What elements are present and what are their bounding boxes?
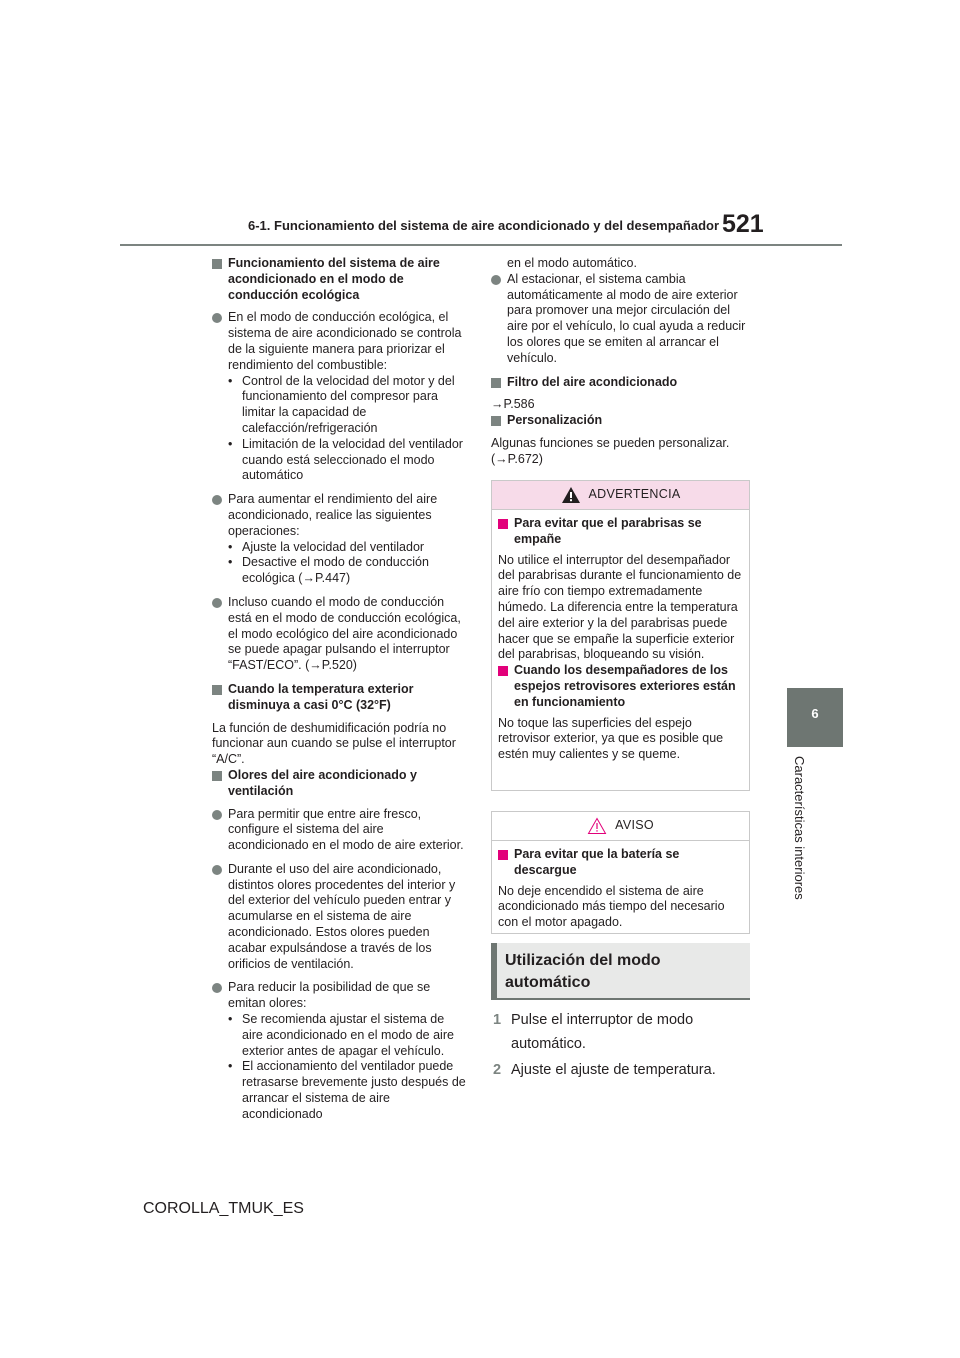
chapter-label-wrap bbox=[792, 756, 814, 916]
bullet-text: Para reducir la posibilidad de que se emitan olores: bbox=[228, 980, 431, 1011]
sub-item: El accionamiento del ventilador puede retrasarse brevemente justo después de arrancar el sistema de aire acondicionado bbox=[242, 1059, 466, 1121]
section-heading: Cuando la temperatura exterior disminuya a casi 0°C (32°F) bbox=[228, 681, 414, 712]
list-item: En el modo de conducción ecológica, el sistema de aire acondicionado se controla de la siguiente manera para priorizar el rendimiento del combustible: • Control de la velocidad del motor y del funcionamiento del compresor para limitar la capacidad de calefacción/refrigeración • Limitación de la velocidad del ventilador cuando está seleccionado el modo automático bbox=[212, 310, 466, 484]
sub-item-link[interactable]: Desactive el modo de conducción ecológica (→P.447) bbox=[242, 555, 429, 586]
list-item bbox=[212, 862, 466, 973]
bullet-text: Al estacionar, el sistema cambia automáticamente al modo de aire exterior para promover una mejor circulación del aire por el vehículo, lo cual ayuda a reducir los olores que se emiten al arrancar el vehículo. bbox=[507, 271, 746, 365]
paragraph: Algunas funciones se pueden personalizar. (→P.672) bbox=[491, 435, 730, 466]
continued-text: en el modo automático. bbox=[507, 256, 637, 270]
step-number: 1 bbox=[493, 1012, 502, 1028]
square-bullet-icon bbox=[212, 771, 222, 781]
bullet-text: Para permitir que entre aire fresco, configure el sistema del aire acondicionado en el modo de aire exterior. bbox=[228, 806, 464, 853]
square-bullet-icon bbox=[491, 378, 501, 388]
circle-bullet-icon bbox=[212, 598, 222, 608]
chapter-number: 6 bbox=[811, 706, 819, 721]
list-item bbox=[491, 272, 750, 367]
section-heading: Filtro del aire acondicionado bbox=[507, 374, 678, 389]
caution-triangle-icon bbox=[587, 817, 607, 835]
square-bullet-icon bbox=[212, 259, 222, 269]
step-text: Pulse el interruptor de modo automático. bbox=[511, 1012, 694, 1052]
warning-item-heading: Para evitar que el parabrisas se empañe bbox=[514, 516, 702, 546]
warning-triangle-icon bbox=[561, 486, 581, 504]
chapter-label: Características interiores bbox=[792, 756, 807, 900]
step-number: 2 bbox=[493, 1062, 502, 1078]
bullet-text: Durante el uso del aire acondicionado, distintos olores procedentes del interior y del exterior del vehículo pueden entrar y acumularse en el sistema de aire acondicionado. Estos olores pueden acabar expulsándose a través de los orificios de ventilación. bbox=[228, 861, 456, 971]
list-item bbox=[212, 807, 466, 854]
sub-item: Ajuste la velocidad del ventilador bbox=[242, 539, 425, 554]
left-column bbox=[212, 256, 466, 1131]
warning-item bbox=[498, 663, 743, 710]
circle-bullet-icon bbox=[491, 275, 501, 285]
auto-mode-heading: Utilización del modo automático bbox=[505, 952, 661, 991]
step-text: Ajuste el ajuste de temperatura. bbox=[511, 1062, 716, 1078]
document-code: COROLLA_TMUK_ES bbox=[143, 1200, 304, 1217]
circle-bullet-icon bbox=[212, 313, 222, 323]
square-bullet-icon bbox=[491, 416, 501, 426]
warning-item-heading: Cuando los desempañadores de los espejos retrovisores exteriores están en funcionamiento bbox=[514, 663, 736, 709]
warning-item bbox=[498, 516, 743, 548]
section-low-temp bbox=[212, 682, 466, 714]
bullet-text: Incluso cuando el modo de conducción está en el modo de conducción ecológica, el modo ecológico del aire acondicionado se puede apagar pulsando el interruptor “FAST/ECO”. (→P.520) bbox=[228, 594, 461, 673]
notice-item-heading: Para evitar que la batería se descargue bbox=[514, 847, 680, 877]
paragraph: La función de deshumidificación podría no funcionar aun cuando se pulse el interruptor “A/C”. bbox=[212, 720, 456, 767]
section-filter bbox=[491, 375, 750, 391]
warning-title: ADVERTENCIA bbox=[588, 487, 681, 502]
circle-bullet-icon bbox=[212, 495, 222, 505]
bullet-text: En el modo de conducción ecológica, el sistema de aire acondicionado se controla de la siguiente manera para priorizar el rendimiento del combustible: bbox=[228, 310, 462, 372]
warning-box bbox=[491, 480, 750, 791]
section-odors bbox=[212, 768, 466, 800]
section-heading: Olores del aire acondicionado y ventilación bbox=[228, 767, 417, 798]
square-bullet-icon bbox=[498, 666, 508, 676]
circle-bullet-icon bbox=[212, 865, 222, 875]
notice-header bbox=[492, 812, 749, 841]
section-heading: Personalización bbox=[507, 413, 603, 428]
section-title: 6-1. Funcionamiento del sistema de aire acondicionado y del desempañador bbox=[248, 218, 720, 233]
chapter-tab bbox=[787, 688, 843, 747]
sub-item: Limitación de la velocidad del ventilador cuando está seleccionado el modo automático bbox=[242, 436, 463, 483]
notice-item bbox=[498, 847, 743, 879]
sub-item: Control de la velocidad del motor y del funcionamiento del compresor para limitar la capacidad de calefacción/refrigeración bbox=[242, 373, 455, 435]
page-number: 521 bbox=[722, 210, 764, 238]
page-reference-link[interactable]: →P.586 bbox=[491, 397, 535, 412]
circle-bullet-icon bbox=[212, 983, 222, 993]
notice-box bbox=[491, 811, 750, 934]
square-bullet-icon bbox=[498, 850, 508, 860]
step-list bbox=[493, 1008, 751, 1084]
square-bullet-icon bbox=[498, 519, 508, 529]
notice-title: AVISO bbox=[615, 818, 654, 833]
section-heading: Funcionamiento del sistema de aire acondicionado en el modo de conducción ecológica bbox=[228, 256, 440, 302]
list-item bbox=[212, 595, 466, 674]
section-customization bbox=[491, 413, 750, 429]
sub-item: Se recomienda ajustar el sistema de aire acondicionado en el modo de aire exterior antes de apagar el vehículo. bbox=[242, 1012, 454, 1058]
step-item bbox=[493, 1058, 751, 1082]
step-item bbox=[493, 1008, 751, 1056]
right-column bbox=[491, 256, 750, 468]
notice-item-text: No deje encendido el sistema de aire acondicionado más tiempo del necesario con el motor apagado. bbox=[498, 883, 725, 930]
section-eco-mode bbox=[212, 256, 466, 303]
warning-item-text: No toque las superficies del espejo retrovisor exterior, ya que es posible que estén muy calientes y se queme. bbox=[498, 715, 724, 762]
list-item: Para reducir la posibilidad de que se emitan olores: • Se recomienda ajustar el sistema de aire acondicionado en el modo de aire exterior antes de apagar el vehículo. • El accionamiento del ventilador puede retrasarse brevemente justo después de arrancar el sistema de aire acondicionado bbox=[212, 980, 466, 1122]
warning-item-text: No utilice el interruptor del desempañador del parabrisas durante el funcionamiento de aire frío con tiempo extremadamente húmedo. La diferencia entre la temperatura del aire exterior y la del parabrisas puede hacer que se empañe la superficie exterior del parabrisas, bloqueando su visión. bbox=[498, 552, 742, 662]
square-bullet-icon bbox=[212, 685, 222, 695]
bullet-text: Para aumentar el rendimiento del aire acondicionado, realice las siguientes operaciones: bbox=[228, 492, 438, 538]
auto-mode-heading-box bbox=[491, 943, 750, 1000]
list-item: Para aumentar el rendimiento del aire acondicionado, realice las siguientes operaciones: • Ajuste la velocidad del ventilador • Desactive el modo de conducción ecológica (→P.447) bbox=[212, 492, 466, 587]
warning-header bbox=[492, 481, 749, 510]
header-divider bbox=[120, 244, 842, 246]
circle-bullet-icon bbox=[212, 810, 222, 820]
